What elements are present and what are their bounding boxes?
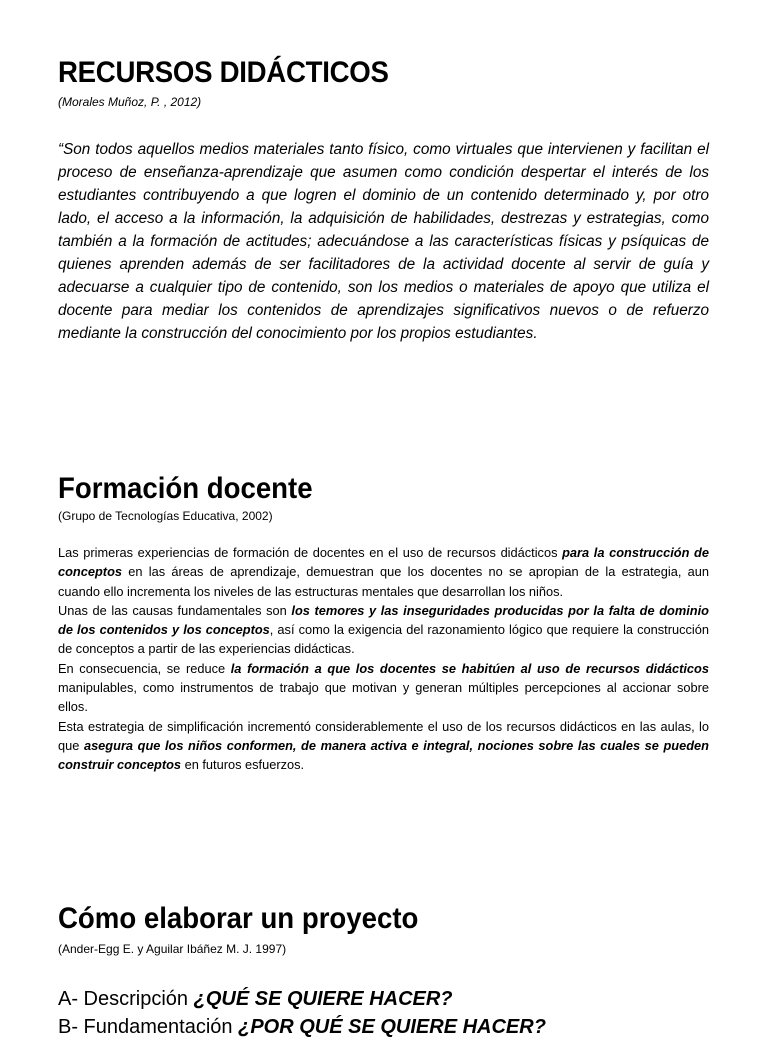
project-step-a-label: A- Descripción [58,988,194,1010]
project-step-a [58,988,453,1011]
citation-morales: (Morales Muñoz, P. , 2012) [58,95,202,109]
project-step-b-label: B- Fundamentación [58,1016,239,1038]
paragraph-4-emphasis: asegura que los niños conformen, de manera activa e integral, nociones sobre las cuales se pueden construir conceptos [58,737,709,773]
paragraph-4 [58,717,709,775]
project-step-a-question: ¿QUÉ SE QUIERE HACER? [193,988,453,1010]
paragraph-1-text-a: Las primeras experiencias de formación de docentes en el uso de recursos didácticos [58,545,563,560]
section-title-como-elaborar-proyecto: Cómo elaborar un proyecto [58,902,419,935]
section-title-recursos-didacticos: RECURSOS DIDÁCTICOS [58,56,389,89]
paragraph-3-text-a: En consecuencia, se reduce [58,660,231,676]
paragraph-2-text-a: Unas de las causas fundamentales son [58,602,292,618]
paragraph-3-emphasis: la formación a que los docentes se habitúen al uso de recursos didácticos [230,660,709,676]
paragraph-1 [58,543,709,601]
section-title-formacion-docente: Formación docente [58,472,313,505]
paragraph-4-text-c: en futuros esfuerzos. [181,757,305,773]
paragraph-3-text-c: manipulables, como instrumentos de trabajo que motivan y generan múltiples percepciones al accionar sobre ellos. [58,680,709,715]
project-step-b [58,1016,546,1039]
paragraph-1-emphasis: para la construcción de conceptos [58,545,709,580]
definition-quote: “Son todos aquellos medios materiales tanto físico, como virtuales que intervienen y facilitan el proceso de enseñanza-aprendizaje que asumen como condición despertar el interés de los estudiantes contribuyendo a que logren el dominio de un contenido determinado y, por otro lado, el acceso a la información, la adquisición de habilidades, destrezas y estrategias, como también a la formación de actitudes; adecuándose a las características físicas y psíquicas de quienes aprenden además de ser facilitadores de la actividad docente al servir de guía y adecuarse a cualquier tipo de contenido, son los medios o materiales de apoyo que utiliza el docente para mediar los contenidos de aprendizajes significativos nuevos o de refuerzo mediante la construcción del conocimiento por los propios estudiantes. [58,141,709,342]
project-step-b-question: ¿POR QUÉ SE QUIERE HACER? [238,1016,546,1038]
paragraph-1-text-c: en las áreas de aprendizaje, demuestran que los docentes no se apropian de la estrategia, aun cuando ello incrementa los niveles de las estructuras mentales que desarrollan los niños. [58,564,709,599]
formacion-docente-body [58,543,709,775]
citation-grupo-tecnologias: (Grupo de Tecnologías Educativa, 2002) [58,509,273,523]
paragraph-2 [58,601,709,659]
paragraph-2-emphasis: los temores y las inseguridades producidas por la falta de dominio de los contenidos y los conceptos [58,602,709,638]
paragraph-2-text-c: , así como la exigencia del razonamiento lógico que requiere la construcción de conceptos a partir de las experiencias didácticas. [58,622,709,657]
paragraph-3 [58,659,709,717]
citation-ander-egg: (Ander-Egg E. y Aguilar Ibáñez M. J. 1997) [58,942,287,956]
paragraph-4-text-a: Esta estrategia de simplificación incrementó considerablemente el uso de los recursos didácticos en las aulas, lo que [58,718,709,753]
